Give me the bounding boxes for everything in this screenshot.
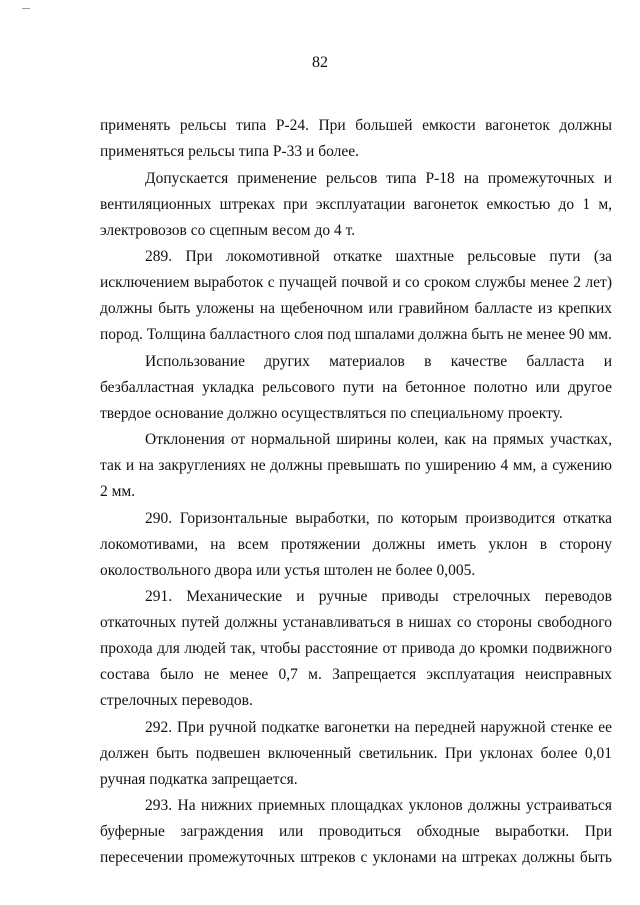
text-line: 293. На нижних приемных площадках уклонов должны устраиваться bbox=[145, 797, 612, 814]
text-line: откаточных путей должны устанавливаться в нишах со стороны свободного bbox=[100, 614, 612, 631]
text-line: должен быть подвешен включенный светильник. При уклонах более 0,01 bbox=[100, 745, 612, 762]
text-line: стрелочных переводов. bbox=[100, 692, 253, 709]
text-line: состава было не менее 0,7 м. Запрещается эксплуатация неисправных bbox=[100, 666, 612, 683]
text-line: применять рельсы типа Р-24. При большей емкости вагонеток должны bbox=[100, 117, 612, 134]
page-number: 82 bbox=[312, 54, 328, 71]
text-line: 292. При ручной подкатке вагонетки на передней наружной стенке ее bbox=[145, 719, 612, 736]
text-line: пород. Толщина балластного слоя под шпалами должна быть не менее 90 мм. bbox=[100, 326, 612, 343]
scan-corner-mark bbox=[22, 8, 30, 9]
text-line: так и на закруглениях не должны превышать по уширению 4 мм, а сужению bbox=[100, 457, 612, 474]
text-line: Использование других материалов в качестве балласта и bbox=[145, 353, 612, 370]
text-line: 291. Механические и ручные приводы стрелочных переводов bbox=[145, 588, 612, 605]
text-line: электровозов со сцепным весом до 4 т. bbox=[100, 222, 356, 239]
text-line: Отклонения от нормальной ширины колеи, как на прямых участках, bbox=[145, 431, 612, 448]
text-line: локомотивами, на всем протяжении должны иметь уклон в сторону bbox=[100, 536, 612, 553]
text-line: твердое основание должно осуществляться по специальному проекту. bbox=[100, 405, 563, 422]
text-line: 290. Горизонтальные выработки, по которым производится откатка bbox=[145, 510, 612, 527]
text-line: вентиляционных штреках при эксплуатации вагонеток емкостью до 1 м, bbox=[100, 196, 612, 213]
text-line: Допускается применение рельсов типа Р-18 на промежуточных и bbox=[145, 170, 612, 187]
text-line: 289. При локомотивной откатке шахтные рельсовые пути (за bbox=[145, 248, 612, 265]
text-line: околоствольного двора или устья штолен не более 0,005. bbox=[100, 562, 476, 579]
text-line: применяться рельсы типа Р-33 и более. bbox=[100, 143, 360, 160]
text-line: 2 мм. bbox=[100, 483, 136, 500]
text-line: буферные заграждения или проводиться обходные выработки. При bbox=[100, 823, 612, 840]
text-line: безбалластная укладка рельсового пути на бетонное полотно или другое bbox=[100, 379, 612, 396]
text-line: пересечении промежуточных штреков с уклонами на штреках должны быть bbox=[100, 849, 612, 866]
text-line: прохода для людей так, чтобы расстояние от привода до кромки подвижного bbox=[100, 640, 612, 657]
text-line: ручная подкатка запрещается. bbox=[100, 771, 298, 788]
text-line: должны быть уложены на щебеночном или гравийном балласте из крепких bbox=[100, 300, 612, 317]
text-line: исключением выработок с пучащей почвой и со сроком службы менее 2 лет) bbox=[100, 274, 612, 291]
